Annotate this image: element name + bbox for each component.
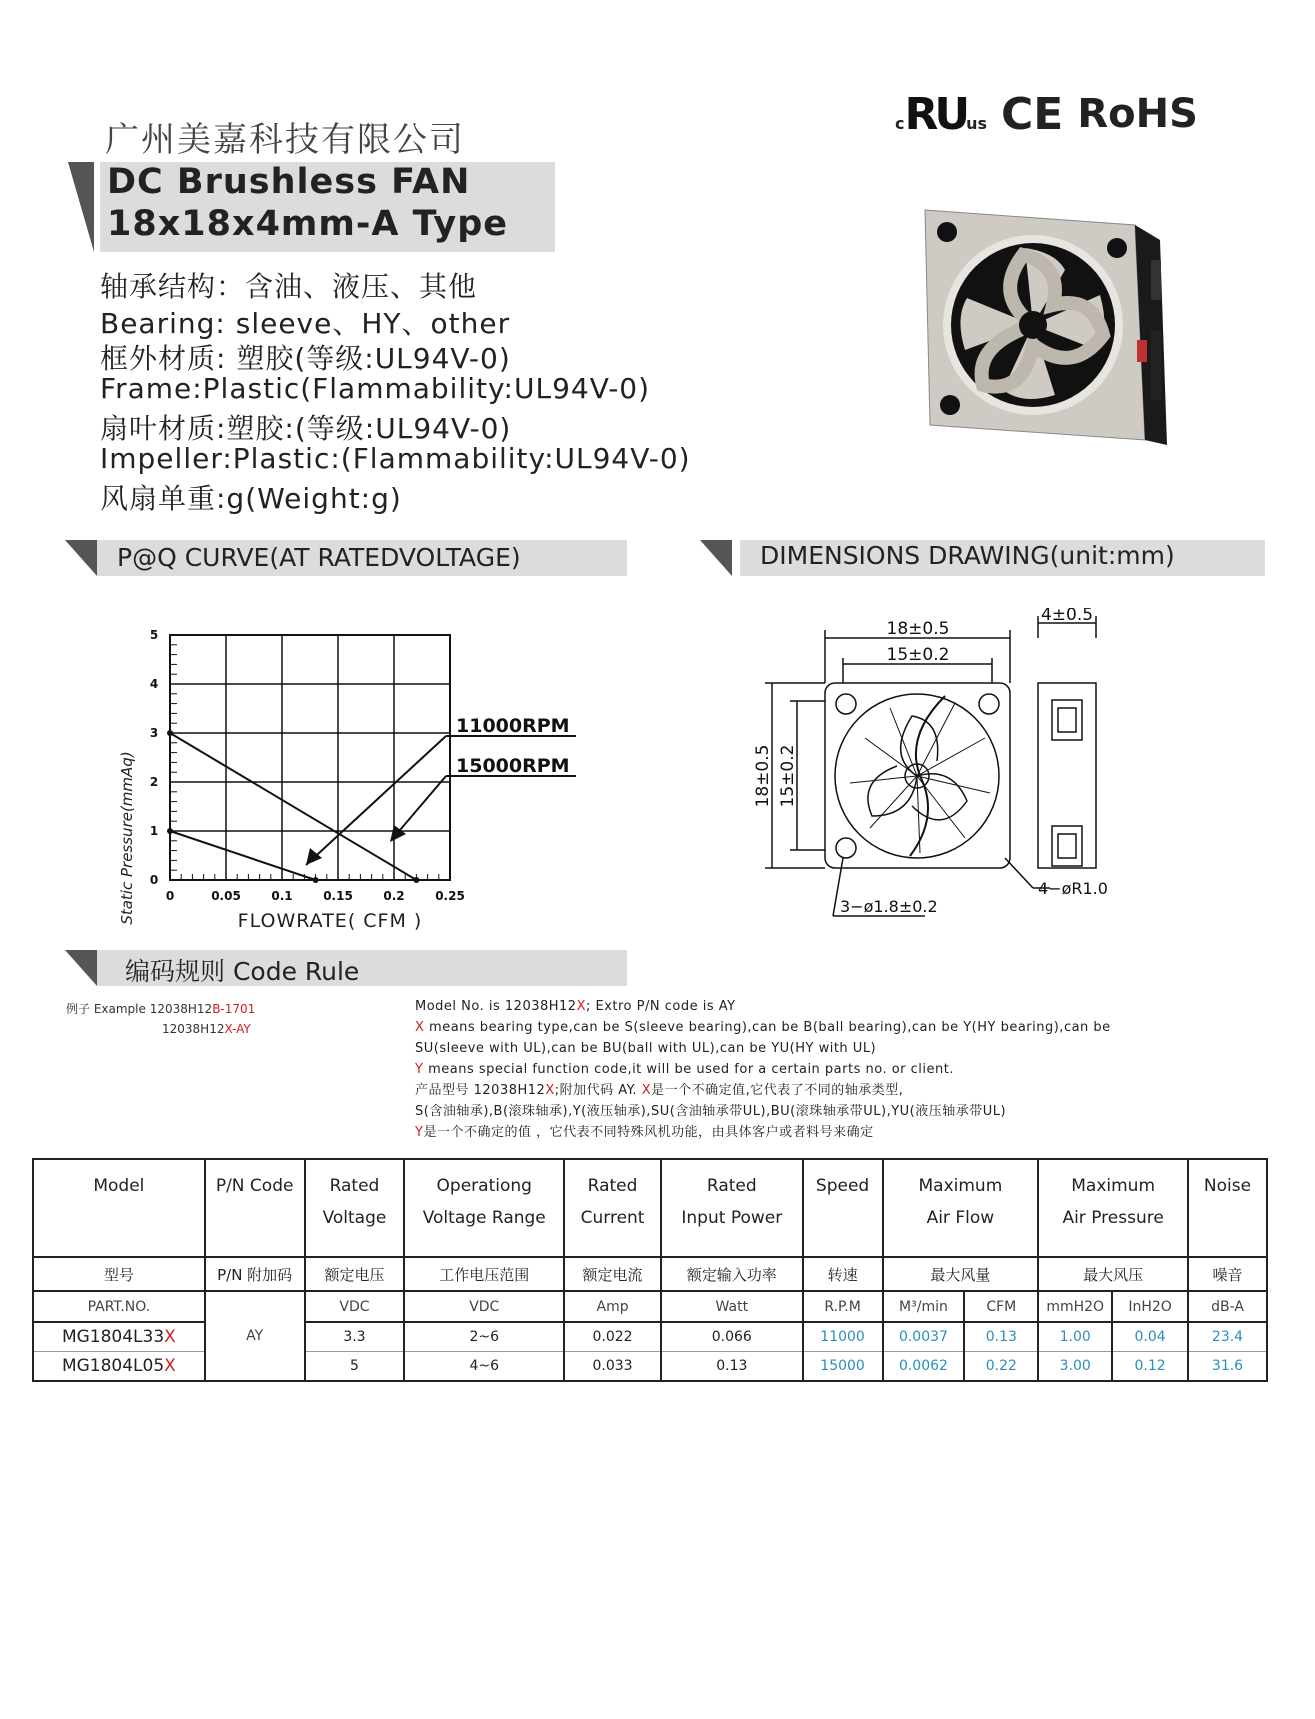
- y-tick-label: 5: [149, 628, 159, 642]
- unit-mmh2o: mmH2O: [1038, 1291, 1112, 1322]
- chart-series: [167, 730, 419, 883]
- unit-model: PART.NO.: [33, 1291, 205, 1322]
- code-rule-text: [415, 996, 1111, 1143]
- unit-noise: dB-A: [1188, 1291, 1267, 1322]
- row-power: 0.13: [661, 1352, 803, 1382]
- unit-range: VDC: [404, 1291, 564, 1322]
- row-current: 0.033: [564, 1352, 661, 1382]
- product-subtitle: 18x18x4mm-A Type: [107, 204, 508, 244]
- unit-current: Amp: [564, 1291, 661, 1322]
- row-m3: 0.0037: [883, 1322, 965, 1352]
- row-inh2o: 0.04: [1112, 1322, 1188, 1352]
- table-cn-header-row: [33, 1257, 1267, 1291]
- cn-pn: P/N 附加码: [205, 1257, 305, 1291]
- dimensions-section-accent: [700, 540, 732, 576]
- series-point-15000rpm: [413, 877, 419, 883]
- chart-y-label: Static Pressure(mmAq): [118, 751, 136, 925]
- x-tick-label: 0: [165, 889, 175, 903]
- y-tick-label: 4: [149, 677, 159, 691]
- unit-inh2o: InH2O: [1112, 1291, 1188, 1322]
- cn-speed: 转速: [803, 1257, 883, 1291]
- code-rule-line: X means bearing type,can be S(sleeve bearing),can be B(ball bearing),can be Y(HY bearing),can be: [415, 1020, 1111, 1035]
- y-tick-label: 0: [149, 873, 159, 887]
- series-point-11000rpm: [313, 877, 319, 883]
- y-tick-label: 2: [149, 775, 159, 789]
- header-max-pressure: Maximum Air Pressure: [1038, 1159, 1188, 1257]
- code-rule-line: Y是一个不确定的值 ，它代表不同特殊风机功能，由具体客户或者料号来确定: [415, 1125, 874, 1140]
- row-cfm: 0.22: [964, 1352, 1038, 1382]
- pn-code-value: AY: [205, 1291, 305, 1381]
- product-title: DC Brushless FAN: [107, 162, 471, 202]
- code-rule-line: S(含油轴承),B(滚珠轴承),Y(液压轴承),SU(含油轴承带UL),BU(滚珠轴承带UL),YU(液压轴承带UL): [415, 1104, 1007, 1119]
- row-cfm: 0.13: [964, 1322, 1038, 1352]
- company-name: 广州美嘉科技有限公司: [105, 120, 465, 160]
- code-rule-line: Model No. is 12038H12X; Extro P/N code is AY: [415, 999, 736, 1014]
- x-tick-label: 0.1: [271, 889, 293, 903]
- ul-logo: cRUus: [895, 88, 988, 140]
- dim-outer-width: 18±0.5: [886, 619, 950, 639]
- row-voltage: 5: [305, 1352, 405, 1382]
- header-speed: Speed: [803, 1159, 883, 1257]
- unit-cfm: CFM: [964, 1291, 1038, 1322]
- table-unit-row: [33, 1291, 1267, 1322]
- row-m3: 0.0062: [883, 1352, 965, 1382]
- dimensions-drawing: [740, 608, 1210, 928]
- annotation-15000rpm-leader: [400, 776, 446, 830]
- x-tick-label: 0.15: [323, 889, 353, 903]
- row-mmh2o: 3.00: [1038, 1352, 1112, 1382]
- code-rule-line: 产品型号 12038H12X;附加代码 AY. X是一个不确定值,它代表了不同的轴承类型,: [415, 1083, 904, 1098]
- cn-model: 型号: [33, 1257, 205, 1291]
- row-power: 0.066: [661, 1322, 803, 1352]
- cn-rated-voltage: 额定电压: [305, 1257, 405, 1291]
- dim-hole-diameter: 3−ø1.8±0.2: [840, 897, 938, 916]
- row-voltage: 3.3: [305, 1322, 405, 1352]
- spec-line: Frame:Plastic(Flammability:UL94V-0): [100, 372, 651, 405]
- unit-power: Watt: [661, 1291, 803, 1322]
- unit-voltage: VDC: [305, 1291, 405, 1322]
- series-point-11000rpm: [167, 828, 173, 834]
- spec-line: Bearing: sleeve、HY、other: [100, 307, 511, 340]
- cn-noise: 噪音: [1188, 1257, 1267, 1291]
- code-rule-line: SU(sleeve with UL),can be BU(ball with UL),can be YU(HY with UL): [415, 1041, 877, 1056]
- row-range: 4~6: [404, 1352, 564, 1382]
- dim-thickness: 4±0.5: [1040, 608, 1094, 625]
- header-model: Model: [33, 1159, 205, 1257]
- spec-line: 轴承结构：含油、液压、其他: [100, 270, 478, 303]
- dim-inner-width: 15±0.2: [886, 645, 950, 665]
- dimensions-section-title: DIMENSIONS DRAWING(unit:mm): [760, 541, 1175, 570]
- row-model: MG1804L05X: [33, 1352, 205, 1382]
- header-max-airflow: Maximum Air Flow: [883, 1159, 1039, 1257]
- x-tick-label: 0.05: [211, 889, 241, 903]
- code-section-title: 编码规则 Code Rule: [125, 957, 360, 986]
- row-noise: 23.4: [1188, 1322, 1267, 1352]
- code-example-2: 12038H12X-AY: [162, 1022, 251, 1036]
- y-tick-label: 1: [149, 824, 159, 838]
- spec-line: Impeller:Plastic:(Flammability:UL94V-0): [100, 442, 691, 475]
- pq-section-accent: [65, 540, 97, 576]
- dim-inner-height: 15±0.2: [778, 744, 798, 808]
- row-noise: 31.6: [1188, 1352, 1267, 1382]
- cn-op-range: 工作电压范围: [404, 1257, 564, 1291]
- title-accent: [68, 162, 94, 252]
- unit-m3: M³/min: [883, 1291, 965, 1322]
- row-inh2o: 0.12: [1112, 1352, 1188, 1382]
- x-tick-label: 0.2: [383, 889, 405, 903]
- spec-table: [32, 1158, 1268, 1382]
- y-tick-label: 3: [149, 726, 159, 740]
- cn-max-airflow: 最大风量: [883, 1257, 1039, 1291]
- header-rated-current: Rated Current: [564, 1159, 661, 1257]
- row-mmh2o: 1.00: [1038, 1322, 1112, 1352]
- header-rated-voltage: Rated Voltage: [305, 1159, 405, 1257]
- code-example-1: 例子 Example 12038H12B-1701: [66, 1002, 256, 1016]
- dim-outer-height: 18±0.5: [753, 744, 773, 808]
- cn-max-pressure: 最大风压: [1038, 1257, 1188, 1291]
- chart-x-label: FLOWRATE( CFM ): [237, 910, 423, 932]
- pq-section-title: P@Q CURVE(AT RATEDVOLTAGE): [117, 543, 521, 572]
- header-operating-range: Operationg Voltage Range: [404, 1159, 564, 1257]
- pq-chart: [110, 620, 580, 950]
- dim-corner-radius: 4−øR1.0: [1038, 879, 1108, 898]
- cn-rated-power: 额定输入功率: [661, 1257, 803, 1291]
- series-point-15000rpm: [167, 730, 173, 736]
- ce-logo: CE: [1001, 88, 1064, 140]
- spec-line: 风扇单重:g(Weight:g): [100, 482, 402, 515]
- code-rule-line: Y means special function code,it will be used for a certain parts no. or client.: [415, 1062, 954, 1077]
- header-rated-power: Rated Input Power: [661, 1159, 803, 1257]
- cn-rated-current: 额定电流: [564, 1257, 661, 1291]
- unit-speed: R.P.M: [803, 1291, 883, 1322]
- row-speed: 15000: [803, 1352, 883, 1382]
- series-line-11000rpm: [170, 831, 316, 880]
- table-header-row: [33, 1159, 1267, 1257]
- certification-logos: [895, 88, 1198, 140]
- annotation-11000rpm-arrow: [306, 848, 322, 865]
- row-current: 0.022: [564, 1322, 661, 1352]
- code-section-accent: [65, 950, 97, 986]
- spec-line: 扇叶材质:塑胶:(等级:UL94V-0): [100, 412, 512, 445]
- header-noise: Noise: [1188, 1159, 1267, 1257]
- rohs-logo: RoHS: [1077, 91, 1198, 137]
- header-pn-code: P/N Code: [205, 1159, 305, 1257]
- spec-line: 框外材质: 塑胶(等级:UL94V-0): [100, 342, 511, 375]
- fan-photo: [905, 200, 1170, 450]
- annotation-15000rpm: 15000RPM: [456, 755, 570, 777]
- annotation-11000rpm: 11000RPM: [456, 715, 570, 737]
- row-speed: 11000: [803, 1322, 883, 1352]
- series-line-15000rpm: [170, 733, 416, 880]
- row-range: 2~6: [404, 1322, 564, 1352]
- x-tick-label: 0.25: [435, 889, 465, 903]
- annotation-15000rpm-arrow: [390, 825, 406, 842]
- row-model: MG1804L33X: [33, 1322, 205, 1352]
